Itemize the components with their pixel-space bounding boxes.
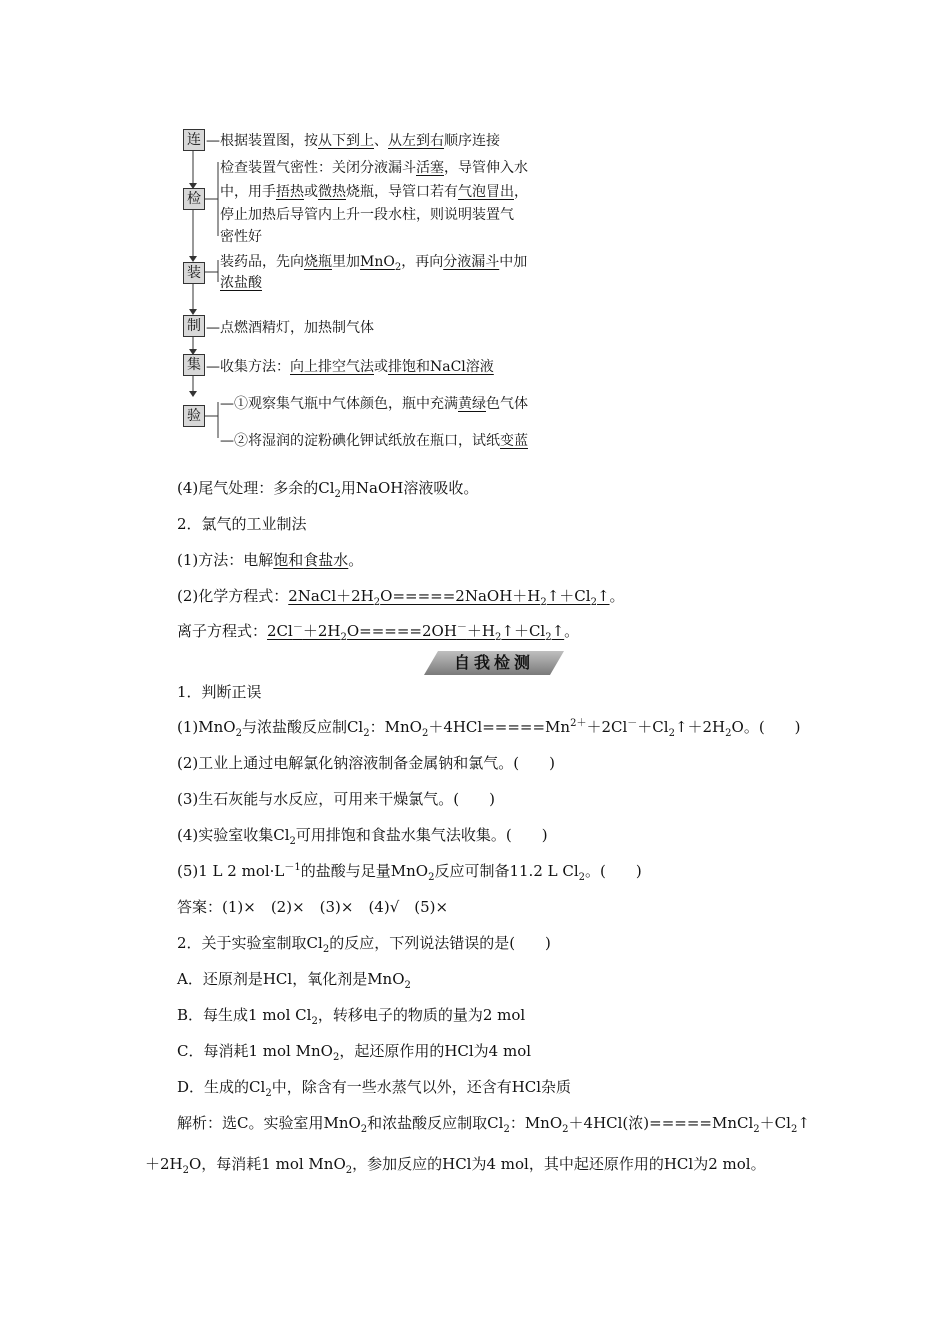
explanation-line-1: 解析：选C。实验室用MnO$_2$和浓盐酸反应制取$Cl_2$：MnO$_2$＋4HCl(浓)$=====MnCl_2+Cl_2↑$	[177, 1114, 810, 1135]
industrial-title: 2．氯气的工业制法	[177, 515, 307, 533]
step-lian-box: 连	[183, 129, 205, 151]
step-zhi-text: —点燃酒精灯，加热制气体	[206, 320, 374, 336]
step-jian-line3: 停止加热后导管内上升一段水柱，则说明装置气	[220, 207, 514, 223]
q1-title: 1．判断正误	[177, 683, 262, 701]
step-jian-line4: 密性好	[220, 229, 262, 245]
step-yan-line1: —①观察集气瓶中气体颜色，瓶中充满黄绿色气体	[220, 396, 528, 412]
step-yan-box: 验	[183, 405, 205, 427]
step-ji-box: 集	[183, 354, 205, 376]
method-line: (1)方法：电解饱和食盐水。	[177, 551, 364, 569]
explanation-line-2: $+2H_2O$，每消耗1 mol MnO$_2$，参加反应的HCl为4 mol，其中起还原作用的HCl为2 mol。	[145, 1155, 766, 1176]
step-zhi-box: 制	[183, 315, 205, 337]
step-zhuang-line2: 浓盐酸	[220, 275, 262, 291]
q1-item-2: (2)工业上通过电解氯化钠溶液制备金属钠和氯气。( )	[177, 754, 555, 772]
tail-gas-line: (4)尾气处理：多余的$Cl_2$用NaOH溶液吸收。	[177, 479, 479, 500]
q1-item-3: (3)生石灰能与水反应，可用来干燥氯气。( )	[177, 790, 495, 808]
answer-line: 答案：(1)× (2)× (3)× (4)√ (5)×	[177, 898, 449, 916]
step-yan-line2: —②将湿润的淀粉碘化钾试纸放在瓶口，试纸变蓝	[220, 433, 528, 449]
chem-equation-line: (2)化学方程式：$2NaCl+2H_2O=====2NaOH+H_2↑+Cl_2↑$。	[177, 587, 625, 608]
self-test-banner	[424, 651, 564, 675]
q2-title: 2．关于实验室制取$Cl_2$的反应，下列说法错误的是( )	[177, 934, 551, 955]
step-jian-line1: 检查装置气密性：关闭分液漏斗活塞，导管伸入水	[220, 160, 528, 176]
step-zhuang-box: 装	[183, 262, 205, 284]
step-zhuang-line1: 装药品，先向烧瓶里加MnO$_2$，再向分液漏斗中加	[220, 254, 528, 273]
q2-option-a: A．还原剂是HCl，氧化剂是MnO$_2$	[177, 970, 411, 991]
q1-item-1: (1)MnO$_2$与浓盐酸反应制$Cl_2$：$MnO_2+4HCl=====Mn^{2+}+2Cl^-+Cl_2↑+2H_2O$。( )	[177, 718, 801, 739]
banner-title: 自我检测	[453, 653, 534, 672]
q1-item-4: (4)实验室收集$Cl_2$可用排饱和食盐水集气法收集。( )	[177, 826, 548, 847]
step-jian-box: 检	[183, 188, 205, 210]
step-jian-line2: 中，用手捂热或微热烧瓶，导管口若有气泡冒出，	[220, 184, 528, 200]
step-lian-text: —根据装置图，按从下到上、从左到右顺序连接	[206, 133, 500, 149]
ion-equation-line: 离子方程式：$2Cl^-+2H_2O=====2OH^-+H_2↑+Cl_2↑$。	[177, 622, 580, 643]
q2-option-b: B．每生成1 mol $Cl_2$，转移电子的物质的量为2 mol	[177, 1006, 526, 1027]
step-ji-text: —收集方法：向上排空气法或排饱和NaCl溶液	[206, 359, 494, 375]
q2-option-d: D．生成的$Cl_2$中，除含有一些水蒸气以外，还含有HCl杂质	[177, 1078, 572, 1099]
q1-item-5: (5)1 L 2 $mol\cdot L^{-1}$的盐酸与足量MnO$_2$反应可制备11.2 L $Cl_2$。( )	[177, 862, 642, 883]
q2-option-c: C．每消耗1 mol MnO$_2$，起还原作用的HCl为4 mol	[177, 1042, 532, 1063]
